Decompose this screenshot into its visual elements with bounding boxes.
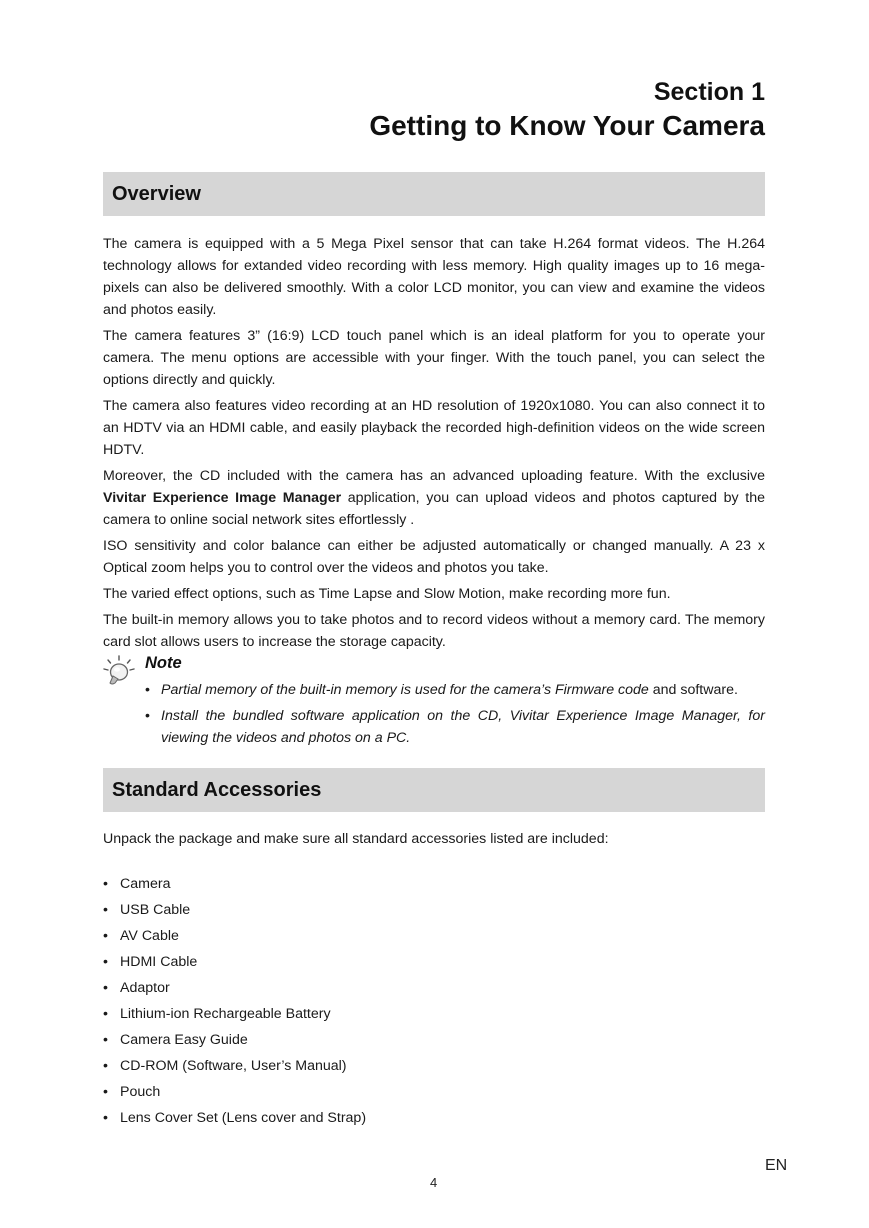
accessories-list <box>103 871 366 1131</box>
overview-paragraph: The camera features 3” (16:9) LCD touch panel which is an ideal platform for you to operate your camera. The menu options are accessible with your finger. With the touch panel, you can select the options directly and quickly. <box>103 328 765 388</box>
section-number: Section 1 <box>653 78 765 106</box>
accessory-name: Pouch <box>120 1084 161 1100</box>
list-item <box>103 1079 366 1105</box>
accessory-name: Camera <box>120 876 171 892</box>
accessory-name: Lithium-ion Rechargeable Battery <box>120 1006 331 1022</box>
accessories-intro <box>103 828 765 854</box>
bullet: • <box>103 1110 108 1126</box>
overview-paragraph: The varied effect options, such as Time Lapse and Slow Motion, make recording more fun. <box>103 586 671 602</box>
list-item <box>103 897 366 923</box>
overview-paragraph: The built-in memory allows you to take photos and to record videos without a memory card. The memory card slot allows users to increase the storage capacity. <box>103 612 765 650</box>
bullet: • <box>103 876 108 892</box>
accessory-name: Adaptor <box>120 980 170 996</box>
overview-paragraph <box>103 465 765 531</box>
accessories-heading-band <box>103 768 765 812</box>
overview-body <box>103 233 765 657</box>
list-item <box>103 949 366 975</box>
bullet: • <box>103 1084 108 1100</box>
bullet: • <box>145 682 150 698</box>
note-label: Note <box>145 654 182 672</box>
accessories-heading: Standard Accessories <box>112 779 322 801</box>
accessory-name: AV Cable <box>120 928 179 944</box>
note-text: and software. <box>648 682 738 698</box>
language-code: EN <box>765 1157 788 1174</box>
page-number: 4 <box>430 1175 438 1190</box>
bullet: • <box>103 1058 108 1074</box>
accessory-name: HDMI Cable <box>120 954 198 970</box>
bullet: • <box>145 708 150 724</box>
list-item <box>103 1027 366 1053</box>
accessory-name: CD-ROM (Software, User’s Manual) <box>120 1058 347 1074</box>
list-item <box>103 975 366 1001</box>
bullet: • <box>103 954 108 970</box>
list-item <box>103 923 366 949</box>
accessories-intro-text: Unpack the package and make sure all standard accessories listed are included: <box>103 831 609 847</box>
bullet: • <box>103 1006 108 1022</box>
bullet: • <box>103 902 108 918</box>
section-header <box>369 76 765 144</box>
bullet: • <box>103 980 108 996</box>
overview-heading-band <box>103 172 765 216</box>
lightbulb-icon <box>101 654 137 690</box>
list-item <box>103 1053 366 1079</box>
accessory-name: Lens Cover Set (Lens cover and Strap) <box>120 1110 367 1126</box>
overview-paragraph: The camera is equipped with a 5 Mega Pixel sensor that can take H.264 format videos. The H.264 technology allows for extanded video recording with less memory. High quality images up to 16 mega-pixels can also be delivered smoothly. With a color LCD monitor, you can view and examine the videos and photos easily. <box>103 236 765 318</box>
section-title: Getting to Know Your Camera <box>369 110 765 141</box>
list-item <box>103 1105 366 1131</box>
overview-paragraph: The camera also features video recording at an HD resolution of 1920x1080. You can also connect it to an HDTV via an HDMI cable, and easily playback the recorded high-definition videos on the wide screen HDTV. <box>103 398 765 458</box>
overview-heading: Overview <box>112 183 201 205</box>
note-item <box>145 679 765 701</box>
paragraph-text: Moreover, the CD included with the camera has an advanced uploading feature. With the exclusive <box>103 468 765 484</box>
overview-paragraph: ISO sensitivity and color balance can either be adjusted automatically or changed manually. A 23 x Optical zoom helps you to control over the videos and photos you take. <box>103 538 765 576</box>
paragraph-text: application, you can upload videos and photos captured by the camera to online social network sites effortlessly . <box>103 490 766 528</box>
note-text-italic: Install the bundled software application on the CD, Vivitar Experience Image Manager, for viewing the videos and photos on a PC. <box>161 708 765 746</box>
accessory-name: USB Cable <box>120 902 191 918</box>
product-name: Vivitar Experience Image Manager <box>103 490 342 506</box>
list-item <box>103 1001 366 1027</box>
note-list <box>145 679 765 753</box>
bullet: • <box>103 928 108 944</box>
note-text-italic: Partial memory of the built-in memory is used for the camera’s Firmware code <box>161 682 649 698</box>
bullet: • <box>103 1032 108 1048</box>
list-item <box>103 871 366 897</box>
note-item <box>145 705 765 749</box>
accessory-name: Camera Easy Guide <box>120 1032 248 1048</box>
